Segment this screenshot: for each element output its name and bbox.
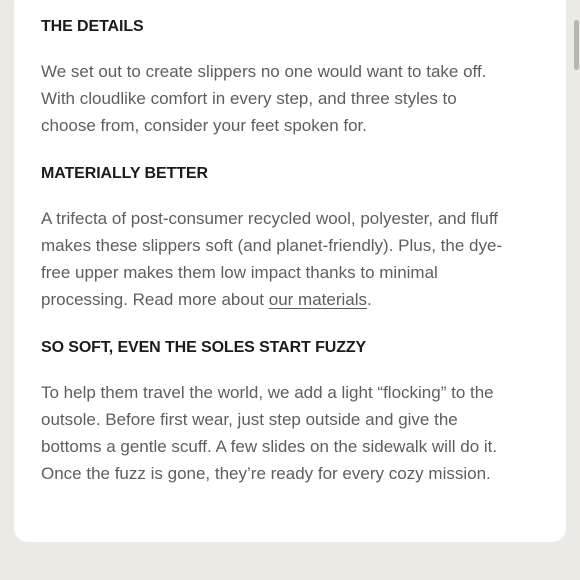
product-details-card — [14, 0, 566, 542]
section-heading-so-soft: SO SOFT, EVEN THE SOLES START FUZZY — [41, 339, 367, 356]
scrollbar[interactable] — [572, 0, 580, 580]
section-body-so-soft: To help them travel the world, we add a light “flocking” to the outsole. Before first wear, just step outside and give the bottoms a gentle scuff. A few slides on the sidewalk will do it. Once the fuzz is gone, they’re ready for every cozy mission. — [41, 383, 498, 483]
section-body-materially-better — [41, 205, 511, 313]
materials-body-period: . — [367, 290, 372, 309]
our-materials-link[interactable]: our materials — [268, 290, 368, 309]
section-body-the-details: We set out to create slippers no one would want to take off. With cloudlike comfort in every step, and three styles to choose from, consider your feet spoken for. — [41, 62, 487, 135]
section-heading-the-details: THE DETAILS — [41, 18, 144, 35]
scrollbar-thumb[interactable] — [574, 20, 579, 70]
materials-body-text: A trifecta of post-consumer recycled wool, polyester, and fluff makes these slippers soft (and planet-friendly). Plus, the dye-free upper makes them low impact thanks to minimal processing. Read more about — [41, 209, 503, 309]
section-heading-materially-better: MATERIALLY BETTER — [41, 165, 208, 182]
